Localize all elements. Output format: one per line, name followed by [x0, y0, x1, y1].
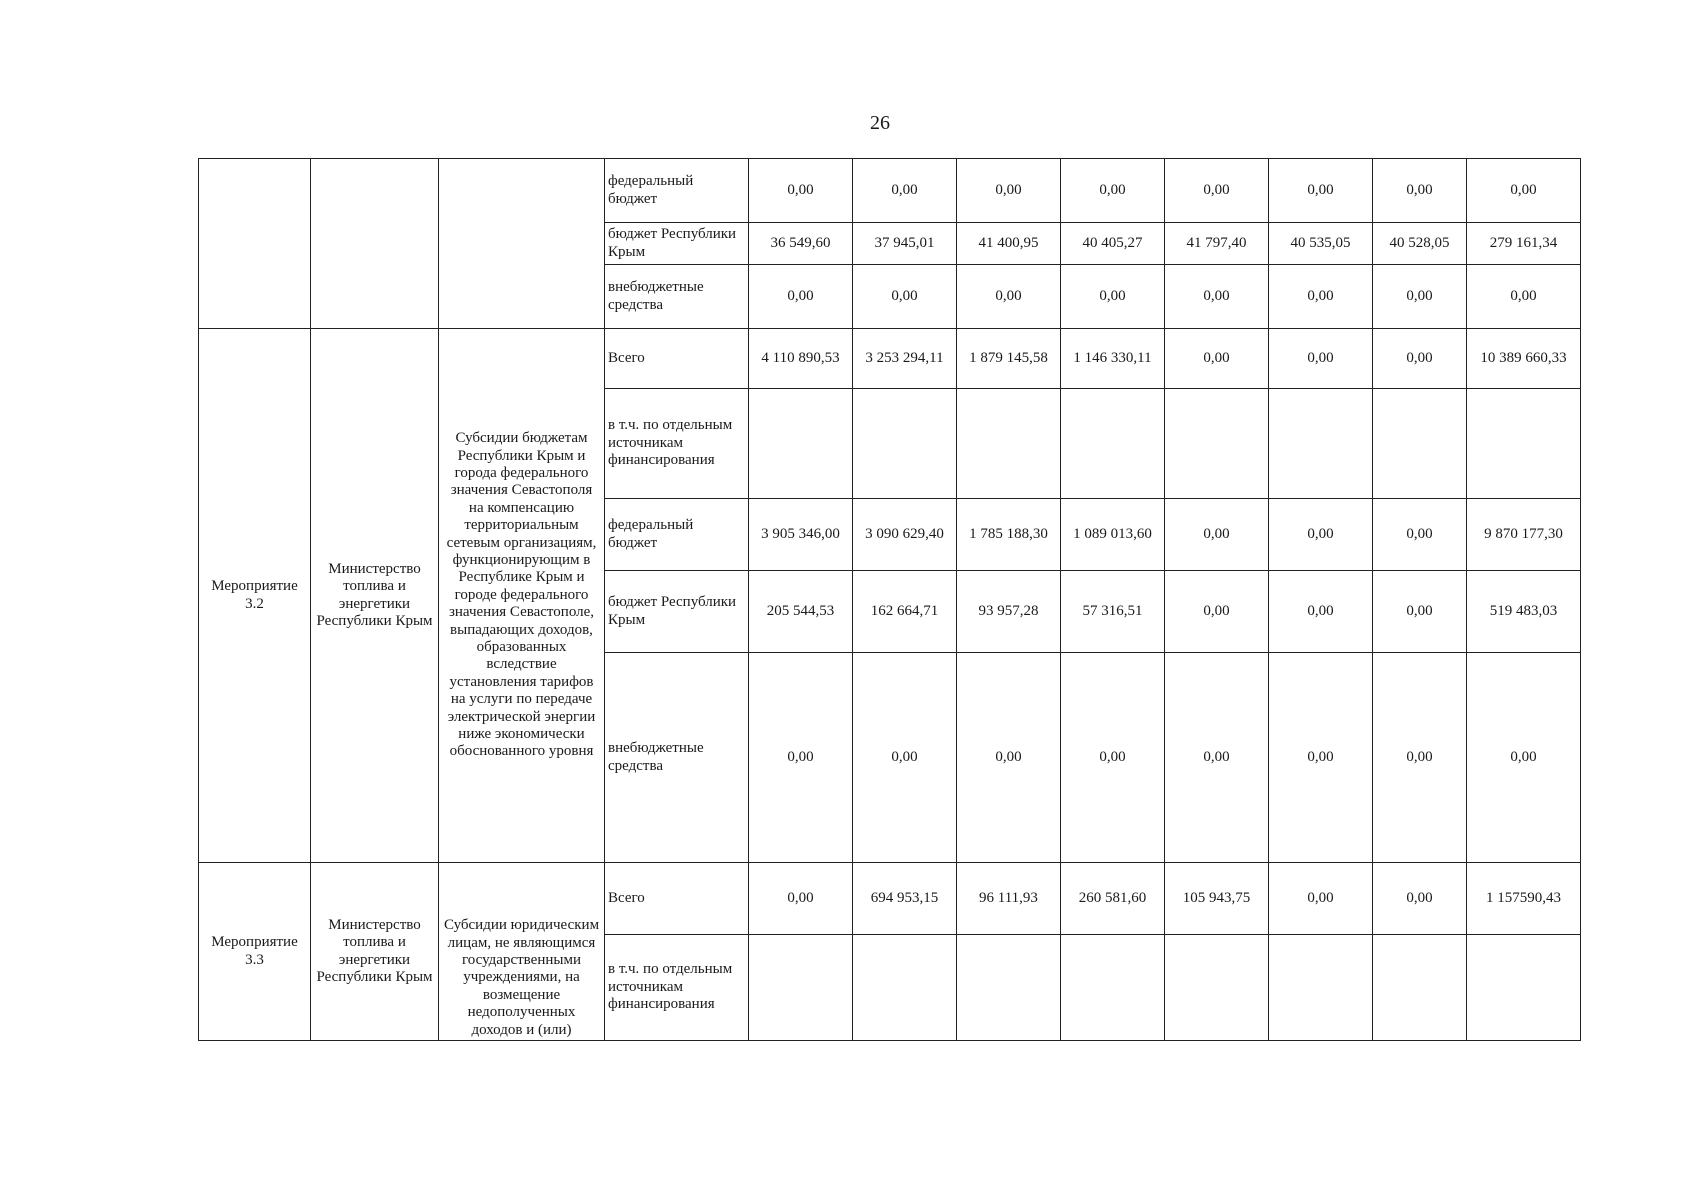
value-cell: 3 253 294,11 — [853, 329, 957, 389]
funding-source: Всего — [605, 329, 749, 389]
funding-source: внебюджетные средства — [605, 653, 749, 863]
value-cell: 0,00 — [957, 265, 1061, 329]
value-cell: 36 549,60 — [749, 223, 853, 265]
value-cell: 0,00 — [1061, 159, 1165, 223]
description-cell-continued — [439, 159, 605, 329]
funding-source: Всего — [605, 863, 749, 935]
funding-source: федеральный бюджет — [605, 499, 749, 571]
value-cell: 3 905 346,00 — [749, 499, 853, 571]
total-cell — [1467, 935, 1581, 1041]
value-cell: 41 400,95 — [957, 223, 1061, 265]
total-cell: 0,00 — [1467, 653, 1581, 863]
value-cell: 0,00 — [1165, 159, 1269, 223]
value-cell: 0,00 — [749, 265, 853, 329]
value-cell: 0,00 — [1373, 499, 1467, 571]
total-cell: 279 161,34 — [1467, 223, 1581, 265]
value-cell: 4 110 890,53 — [749, 329, 853, 389]
table-row — [199, 329, 1581, 389]
value-cell: 0,00 — [1269, 863, 1373, 935]
executor-cell-continued — [311, 159, 439, 329]
value-cell: 1 089 013,60 — [1061, 499, 1165, 571]
value-cell: 0,00 — [1165, 571, 1269, 653]
value-cell: 0,00 — [1373, 863, 1467, 935]
value-cell — [957, 935, 1061, 1041]
total-cell — [1467, 389, 1581, 499]
value-cell: 96 111,93 — [957, 863, 1061, 935]
value-cell — [1269, 389, 1373, 499]
value-cell: 105 943,75 — [1165, 863, 1269, 935]
value-cell: 0,00 — [749, 653, 853, 863]
value-cell: 40 405,27 — [1061, 223, 1165, 265]
value-cell: 0,00 — [749, 863, 853, 935]
value-cell: 0,00 — [1061, 265, 1165, 329]
value-cell — [1061, 935, 1165, 1041]
total-cell: 0,00 — [1467, 265, 1581, 329]
value-cell — [1373, 935, 1467, 1041]
value-cell — [1165, 935, 1269, 1041]
value-cell: 1 146 330,11 — [1061, 329, 1165, 389]
value-cell: 0,00 — [1165, 329, 1269, 389]
event-name: Мероприятие 3.3 — [199, 863, 311, 1041]
value-cell: 37 945,01 — [853, 223, 957, 265]
value-cell: 93 957,28 — [957, 571, 1061, 653]
value-cell: 41 797,40 — [1165, 223, 1269, 265]
total-cell: 519 483,03 — [1467, 571, 1581, 653]
value-cell: 1 879 145,58 — [957, 329, 1061, 389]
value-cell — [957, 389, 1061, 499]
value-cell: 0,00 — [1165, 653, 1269, 863]
event-description: Субсидии юридическим лицам, не являющимся государственными учреждениями, на возмещение недополученных доходов и (или) — [439, 863, 605, 1041]
value-cell: 57 316,51 — [1061, 571, 1165, 653]
value-cell: 0,00 — [1373, 329, 1467, 389]
funding-source: бюджет Республики Крым — [605, 223, 749, 265]
value-cell — [1165, 389, 1269, 499]
table-row — [199, 159, 1581, 223]
value-cell: 0,00 — [957, 159, 1061, 223]
value-cell — [749, 935, 853, 1041]
page-number: 26 — [870, 112, 890, 134]
event-description: Субсидии бюджетам Республики Крым и города федерального значения Севастополя на компенсацию территориальным сетевым организациям, функционирующим в Республике Крым и городе федерального значения Севастополе, выпадающих доходов, образованных вследствие установления тарифов на услуги по передаче электрической энергии ниже экономически обоснованного уровня — [439, 329, 605, 863]
value-cell: 0,00 — [1269, 653, 1373, 863]
value-cell: 0,00 — [957, 653, 1061, 863]
value-cell: 0,00 — [1373, 571, 1467, 653]
value-cell: 694 953,15 — [853, 863, 957, 935]
executor-name: Министерство топлива и энергетики Республики Крым — [311, 329, 439, 863]
funding-table — [198, 158, 1581, 1041]
event-name: Мероприятие 3.2 — [199, 329, 311, 863]
value-cell: 1 785 188,30 — [957, 499, 1061, 571]
funding-source: внебюджетные средства — [605, 265, 749, 329]
value-cell: 40 535,05 — [1269, 223, 1373, 265]
value-cell — [749, 389, 853, 499]
value-cell: 0,00 — [853, 159, 957, 223]
value-cell: 0,00 — [1165, 265, 1269, 329]
value-cell: 0,00 — [853, 653, 957, 863]
funding-source: в т.ч. по отдельным источникам финансирования — [605, 389, 749, 499]
value-cell: 0,00 — [1373, 265, 1467, 329]
value-cell: 3 090 629,40 — [853, 499, 957, 571]
value-cell: 0,00 — [1269, 329, 1373, 389]
value-cell: 0,00 — [1373, 159, 1467, 223]
executor-name: Министерство топлива и энергетики Республики Крым — [311, 863, 439, 1041]
value-cell — [1269, 935, 1373, 1041]
value-cell — [853, 389, 957, 499]
total-cell: 0,00 — [1467, 159, 1581, 223]
total-cell: 9 870 177,30 — [1467, 499, 1581, 571]
value-cell: 0,00 — [749, 159, 853, 223]
value-cell — [1373, 389, 1467, 499]
value-cell: 0,00 — [853, 265, 957, 329]
value-cell: 0,00 — [1061, 653, 1165, 863]
total-cell: 10 389 660,33 — [1467, 329, 1581, 389]
value-cell: 0,00 — [1269, 265, 1373, 329]
total-cell: 1 157590,43 — [1467, 863, 1581, 935]
value-cell: 40 528,05 — [1373, 223, 1467, 265]
value-cell: 0,00 — [1165, 499, 1269, 571]
value-cell: 0,00 — [1269, 571, 1373, 653]
value-cell — [1061, 389, 1165, 499]
value-cell: 0,00 — [1269, 159, 1373, 223]
value-cell: 260 581,60 — [1061, 863, 1165, 935]
value-cell: 0,00 — [1269, 499, 1373, 571]
value-cell — [853, 935, 957, 1041]
table-row — [199, 863, 1581, 935]
value-cell: 0,00 — [1373, 653, 1467, 863]
funding-source: бюджет Республики Крым — [605, 571, 749, 653]
funding-source: в т.ч. по отдельным источникам финансирования — [605, 935, 749, 1041]
event-cell-continued — [199, 159, 311, 329]
value-cell: 205 544,53 — [749, 571, 853, 653]
funding-source: федеральный бюджет — [605, 159, 749, 223]
value-cell: 162 664,71 — [853, 571, 957, 653]
